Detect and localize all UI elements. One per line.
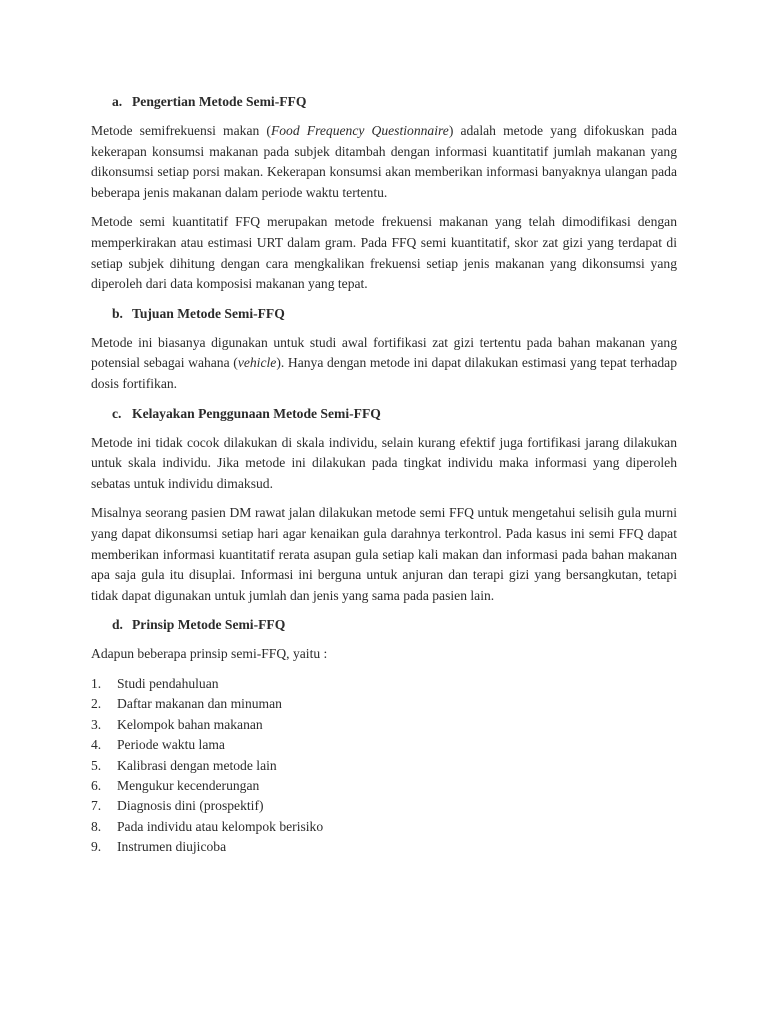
list-item-text: Pada individu atau kelompok berisiko: [117, 818, 324, 834]
section-c-letter: c.: [112, 405, 122, 421]
list-item-number: 6.: [91, 777, 102, 793]
section-a-p1-post: ) adalah metode yang difokuskan pada kekerapan konsumsi makanan pada subjek ditambah dengan informasi kuantitatif jumlah makanan yang dikonsumsi setiap porsi makan. Kekerapan konsumsi akan memberikan informasi banyaknya ulangan pada beberapa jenis makanan dalam periode waktu tertentu.: [91, 123, 677, 200]
section-c-title: Kelayakan Penggunaan Metode Semi-FFQ: [132, 405, 381, 421]
list-item-number: 5.: [91, 757, 102, 773]
list-item-text: Mengukur kecenderungan: [117, 777, 260, 793]
list-item-text: Kelompok bahan makanan: [117, 716, 263, 732]
list-item: [91, 694, 677, 714]
list-item: [91, 796, 677, 816]
section-a-p1-pre: Metode semifrekuensi makan (: [91, 123, 271, 138]
list-item-text: Studi pendahuluan: [117, 675, 219, 691]
section-a-letter: a.: [112, 94, 123, 109]
section-a-title: Pengertian Metode Semi-FFQ: [132, 94, 307, 109]
list-item: [91, 735, 677, 755]
section-a-heading: [91, 92, 677, 112]
list-item: [91, 837, 677, 857]
list-item-text: Diagnosis dini (prospektif): [117, 798, 264, 814]
list-item: [91, 756, 677, 776]
section-b-paragraph-1: [91, 333, 677, 395]
section-b-p1-italic: vehicle: [237, 355, 277, 371]
principle-list: [91, 674, 677, 858]
section-c-paragraph-2: Misalnya seorang pasien DM rawat jalan dilakukan metode semi FFQ untuk mengetahui selisih gula murni yang dapat dikonsumsi setiap hari agar kenaikan gula darahnya terkontrol. Pada kasus ini semi FFQ dapat memberikan informasi kuantitatif rerata asupan gula setiap kali makan dan informasi pada bahan makanan apa saja gula itu disuplai. Informasi ini berguna untuk anjuran dan terapi gizi yang bersangkutan, tetapi tidak dapat digunakan untuk jumlah dan jenis yang sama pada pasien lain.: [91, 505, 677, 603]
section-a-p1-italic: Food Frequency Questionnaire: [270, 123, 449, 138]
list-item: [91, 674, 677, 694]
list-item-number: 7.: [91, 798, 102, 814]
list-item: [91, 715, 677, 735]
list-item-number: 3.: [91, 716, 102, 732]
section-b-p1-post: ). Hanya dengan metode ini dapat dilakukan estimasi yang tepat terhadap dosis fortifikan.: [91, 355, 677, 391]
list-item-text: Kalibrasi dengan metode lain: [117, 757, 277, 773]
section-c-paragraph-1: Metode ini tidak cocok dilakukan di skala individu, selain kurang efektif juga fortifikasi jarang dilakukan untuk skala individu. Jika metode ini dilakukan pada tingkat individu maka informasi yang diperoleh sebatas untuk individu dimaksud.: [91, 434, 677, 491]
section-c-heading: [91, 404, 677, 424]
section-b-heading: [91, 304, 677, 324]
section-d-heading: [91, 615, 677, 635]
section-b-p1-pre: Metode ini biasanya digunakan untuk studi awal fortifikasi zat gizi tertentu pada bahan makanan yang potensial sebagai wahana (: [91, 334, 677, 371]
section-b-title: Tujuan Metode Semi-FFQ: [132, 305, 285, 321]
list-item-text: Daftar makanan dan minuman: [117, 696, 282, 712]
list-item-text: Instrumen diujicoba: [117, 839, 227, 855]
section-b-letter: b.: [112, 305, 123, 321]
list-item: [91, 776, 677, 796]
list-item-number: 1.: [91, 675, 102, 691]
list-item-number: 9.: [91, 839, 102, 855]
section-d-letter: d.: [112, 617, 123, 633]
list-item-number: 2.: [91, 696, 102, 712]
list-item-number: 4.: [91, 737, 102, 753]
section-d-title: Prinsip Metode Semi-FFQ: [132, 617, 286, 633]
list-item-number: 8.: [91, 818, 102, 834]
list-item: [91, 817, 677, 837]
list-item-text: Periode waktu lama: [117, 737, 225, 753]
section-a-paragraph-2: Metode semi kuantitatif FFQ merupakan metode frekuensi makanan yang telah dimodifikasi dengan memperkirakan atau estimasi URT dalam gram. Pada FFQ semi kuantitatif, skor zat gizi yang terdapat di setiap subjek dihitung dengan cara mengkalikan frekuensi setiap jenis makanan yang dikonsumsi yang diperoleh dari data komposisi makanan yang tepat.: [91, 214, 677, 292]
section-d-intro: Adapun beberapa prinsip semi-FFQ, yaitu :: [91, 646, 328, 662]
section-a-paragraph-1: [91, 121, 677, 203]
document-page: [91, 92, 677, 858]
